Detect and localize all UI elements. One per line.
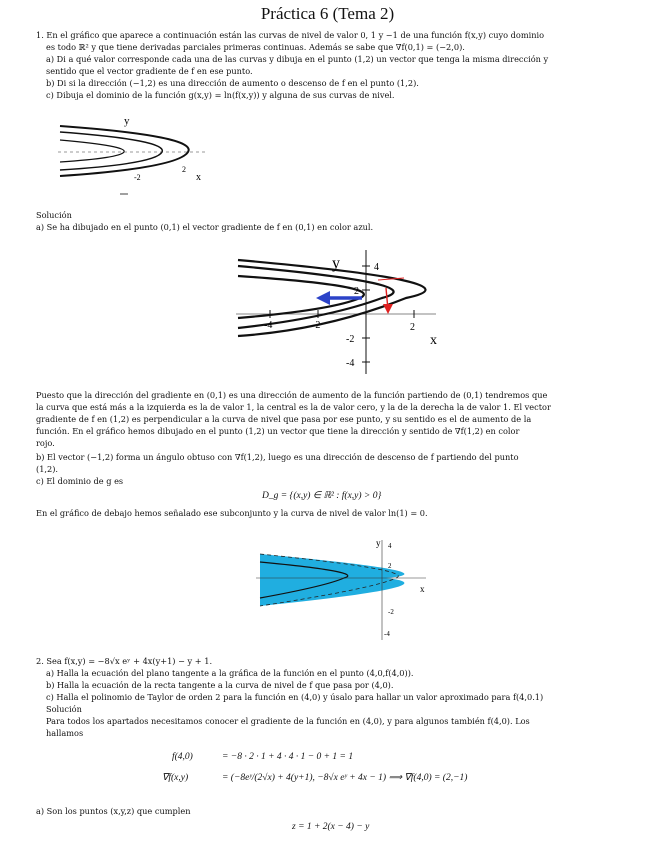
fig2-xtick-2: 2: [410, 322, 415, 333]
fig2-tick-4: 4: [374, 262, 379, 273]
fig2-y-label: y: [332, 255, 340, 272]
p1-expl-3: gradiente de f en (1,2) es perpendicular a la curva de nivel que pasa por ese punto, y su sentido es el de aumento de la: [36, 414, 532, 424]
p2-part-a-answer: a) Son los puntos (x,y,z) que cumplen: [36, 806, 191, 816]
p1-solution-b-1: b) El vector (−1,2) forma un ángulo obtuso con ∇f(1,2), luego es una dirección de descenso de f partiendo del punto: [36, 452, 519, 462]
p1-solution-c: c) El dominio de g es: [36, 476, 124, 486]
fig1-y-label: y: [124, 115, 130, 127]
fig3-tick-4: 4: [388, 542, 392, 550]
eq-f40-right: = −8 · 2 · 1 + 4 · 4 · 1 − 0 + 1 = 1: [222, 752, 354, 762]
fig2-xtick-m2: -2: [312, 320, 321, 331]
fig2-tick-m4: -4: [346, 358, 355, 369]
fig3-tick-m2: -2: [388, 608, 394, 616]
p1-b: b) Di si la dirección (−1,2) es una dirección de aumento o descenso de f en el punto (1,2).: [46, 78, 419, 88]
p1-solution-b-2: (1,2).: [36, 464, 59, 474]
figure-level-curves-sketch: [58, 112, 218, 200]
eq-grad-left: ∇f(x,y): [162, 773, 189, 783]
p2-b: b) Halla la ecuación de la recta tangente a la curva de nivel de f que pasa por (4,0).: [46, 680, 394, 690]
tangent-plane-equation: z = 1 + 2(x − 4) − y: [292, 822, 370, 832]
p1-expl-4: función. En el gráfico hemos dibujado en el punto (1,2) un vector que tiene la dirección y sentido de ∇f(1,2) en color: [36, 426, 520, 436]
fig3-x-label: x: [420, 584, 425, 594]
p1-a-line-1: a) Di a qué valor corresponde cada una de las curvas y dibuja en el punto (1,2) un vector que tenga la misma dirección y: [46, 54, 549, 64]
p1-line-1: 1. En el gráfico que aparece a continuación están las curvas de nivel de valor 0, 1 y −1 de una función f(x,y) cuyo dominio: [36, 30, 545, 40]
p2-a: a) Halla la ecuación del plano tangente a la gráfica de la función en el punto (4,0,f(4,0)).: [46, 668, 414, 678]
eq-grad-right: = (−8eʸ/(2√x) + 4(y+1), −8√x eʸ + 4x − 1) ⟹ ∇f(4,0) = (2,−1): [222, 773, 468, 783]
fig1-x-label: x: [196, 172, 201, 183]
fig2-xtick-m4: -4: [264, 320, 273, 331]
fig2-tick-2: 2: [354, 286, 359, 297]
p1-solution-a: a) Se ha dibujado en el punto (0,1) el vector gradiente de f en (0,1) en color azul.: [36, 222, 374, 232]
fig2-tick-m2: -2: [346, 334, 355, 345]
p1-line-2: es todo ℝ² y que tiene derivadas parciales primeras continuas. Además se sabe que ∇f(0,1) = (−2,0).: [46, 42, 465, 52]
p1-expl-1: Puesto que la dirección del gradiente en (0,1) es una dirección de aumento de la función partiendo de (0,1) tendremos que: [36, 390, 548, 400]
p1-a-line-2: sentido que el vector gradiente de f en ese punto.: [46, 66, 253, 76]
p1-c: c) Dibuja el dominio de la función g(x,y) = ln(f(x,y)) y alguna de sus curvas de nivel.: [46, 90, 395, 100]
p1-expl-5: rojo.: [36, 438, 55, 448]
figure-domain-plot: [256, 536, 436, 644]
domain-definition: D_g = {(x,y) ∈ ℝ² : f(x,y) > 0}: [262, 491, 382, 501]
p1-solution-heading: Solución: [36, 210, 72, 220]
fig3-tick-2: 2: [388, 562, 392, 570]
fig1-tick-m2: -2: [134, 173, 141, 182]
eq-f40-left: f(4,0): [172, 752, 193, 762]
p2-solution-2: hallamos: [46, 728, 84, 738]
page-title: Práctica 6 (Tema 2): [260, 4, 395, 23]
fig3-tick-m4: -4: [384, 630, 390, 638]
p2-solution-1: Para todos los apartados necesitamos conocer el gradiente de la función en (4,0), y para algunos también f(4,0). Los: [46, 716, 530, 726]
p1-solution-c-2: En el gráfico de debajo hemos señalado ese subconjunto y la curva de nivel de valor ln(1) = 0.: [36, 508, 428, 518]
fig1-tick-2: 2: [182, 165, 186, 174]
p2-solution-heading: Solución: [46, 704, 82, 714]
p1-expl-2: la curva que está más a la izquierda es la de valor 1, la central es la de valor cero, y la de la derecha la de valor 1. El vector: [36, 402, 551, 412]
fig3-y-label: y: [376, 538, 381, 548]
figure-gradient-plot: [236, 248, 436, 376]
p2-c: c) Halla el polinomio de Taylor de orden 2 para la función en (4,0) y úsalo para hallar un valor aproximado para f(4,0.1): [46, 692, 544, 702]
p2-statement: 2. Sea f(x,y) = −8√x eʸ + 4x(y+1) − y + 1.: [36, 656, 213, 666]
fig2-x-label: x: [430, 333, 437, 348]
